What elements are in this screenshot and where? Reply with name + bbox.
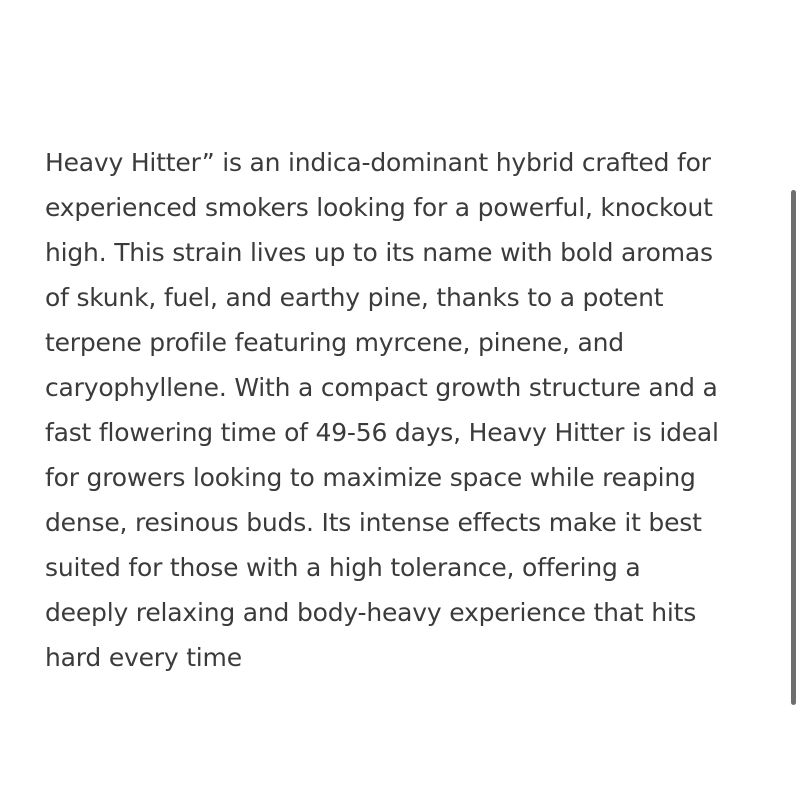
description-line: terpene profile featuring myrcene, pinene, and — [45, 328, 624, 357]
description-line: suited for those with a high tolerance, offering a — [45, 553, 641, 582]
vertical-scrollbar[interactable] — [790, 190, 798, 705]
description-line: high. This strain lives up to its name with bold aromas — [45, 238, 713, 267]
description-line: fast flowering time of 49-56 days, Heavy Hitter is ideal — [45, 418, 719, 447]
description-line: for growers looking to maximize space while reaping — [45, 463, 696, 492]
description-line: Heavy Hitter” is an indica-dominant hybrid crafted for — [45, 148, 711, 177]
description-line: caryophyllene. With a compact growth structure and a — [45, 373, 718, 402]
description-line: hard every time — [45, 643, 242, 672]
description-line: experienced smokers looking for a powerful, knockout — [45, 193, 713, 222]
scrollbar-thumb[interactable] — [791, 190, 796, 705]
description-line: of skunk, fuel, and earthy pine, thanks to a potent — [45, 283, 664, 312]
description-line: dense, resinous buds. Its intense effects make it best — [45, 508, 702, 537]
description-line: deeply relaxing and body-heavy experience that hits — [45, 598, 697, 627]
strain-description — [45, 140, 775, 680]
